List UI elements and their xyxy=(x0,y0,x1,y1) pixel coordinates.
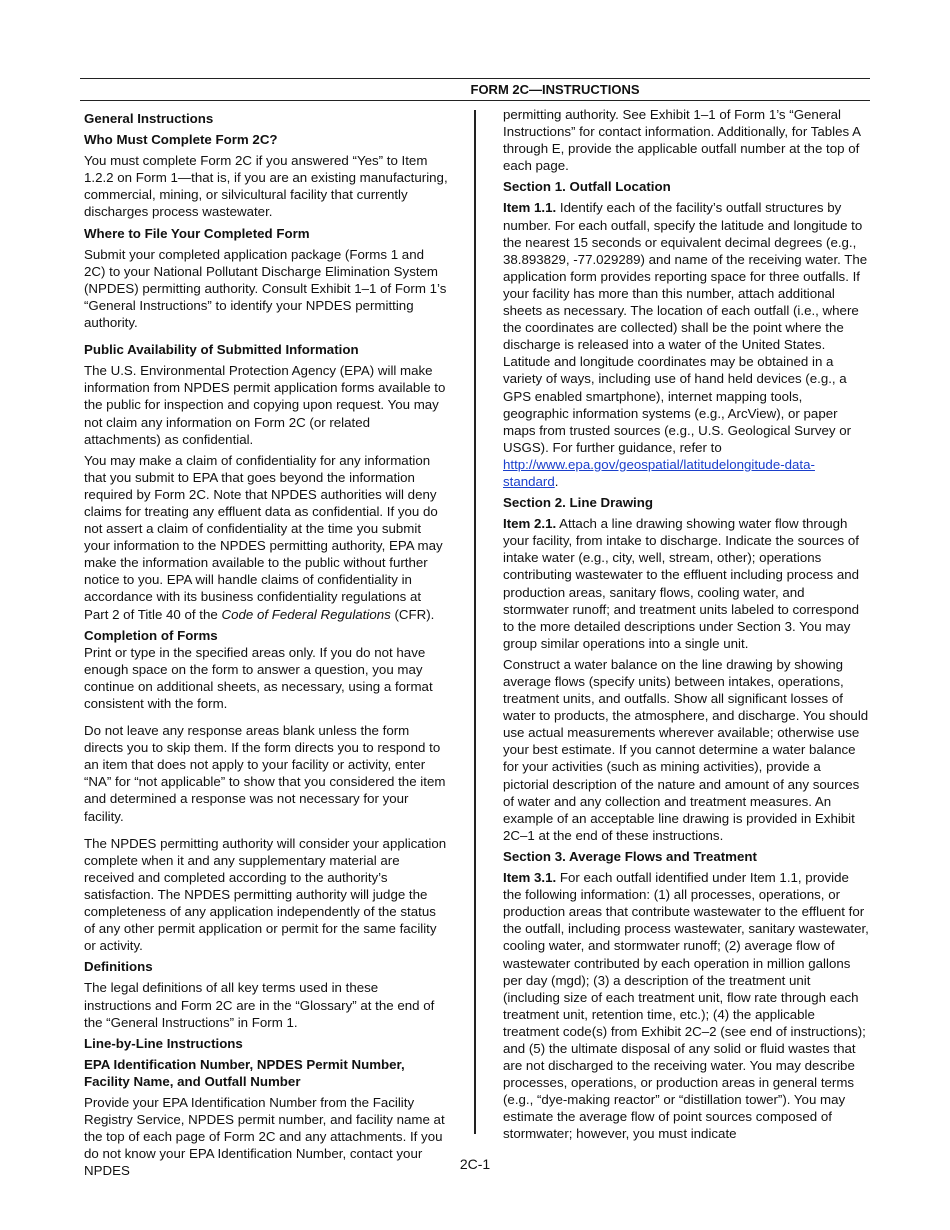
left-column xyxy=(84,110,448,1183)
cfr-title: Code of Federal Regulations xyxy=(221,606,391,622)
definitions-heading: Definitions xyxy=(84,959,153,975)
item-3-1-label: Item 3.1. xyxy=(503,870,557,886)
water-balance-text: Construct a water balance on the line drawing by showing average flows (specify units) between intakes, operations, treatment units, and outfalls. Show all significant losses of water to products, the atmosphere, and discharge. You should use actual measurements wherever available; otherwise use your best estimate. If you cannot determine a water balance for your activities (such as mining activities), provide a pictorial description of the nature and amount of any sources of water and any collection and treatment measures. An example of an acceptable line drawing is provided in Exhibit 2C–1 at the end of these instructions. xyxy=(503,656,869,843)
who-must-heading: Who Must Complete Form 2C? xyxy=(84,132,278,148)
item-3-1-text: Item 3.1. For each outfall identified under Item 1.1, provide the following information: (1) all processes, operations, or production areas that contribute wastewater to the effluent for the outfall, including process wastewater, sanitary wastewater, cooling water, and stormwater runoff; (2) average flow of wastewater contributed by each operation in million gallons per day (mgd); (3) a description of the treatment unit (including size of each treatment unit, flow rate through each treatment unit, retention time, etc.); (4) the applicable treatment code(s) from Exhibit 2C–2 (see end of instructions); and (5) the ultimate disposal of any solid or fluid wastes that are not discharged to the receiving water. You may describe processes, operations, or production areas in general terms (e.g., “dye-making reactor” or “distillation tower”). You may estimate the average flow of point sources composed of stormwater; however, you must indicate xyxy=(503,870,869,1142)
item-2-1-label: Item 2.1. xyxy=(503,516,557,532)
header-bottom-rule xyxy=(80,100,870,101)
completion-text: Print or type in the specified areas only. If you do not have enough space on the form to answer a question, you may continue on additional sheets, as necessary, using a format consistent with the form. xyxy=(84,644,433,711)
section-1-heading: Section 1. Outfall Location xyxy=(503,179,671,195)
column-divider xyxy=(474,110,476,1134)
confidentiality-claim-text: You may make a claim of confidentiality for any information that you submit to EPA that goes beyond the information required by Form 2C. Note that NPDES authorities will deny claims for treating any effluent data as confidential. If you do not assert a claim of confidentiality at the time you submit your information to the NPDES permitting authority, EPA may make the information available to the public without further notice to you. EPA will handle claims of confidentiality in accordance with its business confidentiality regulations at Part 2 of Title 40 of the Code of Federal Regulations (CFR). xyxy=(84,452,443,622)
item-1-1-text: Item 1.1. Identify each of the facility’s outfall structures by number. For each outfall, specify the latitude and longitude to the nearest 15 seconds or equivalent decimal degrees (e.g., 38.893829, -77.029289) and name of the receiving water. The application form provides reporting space for three outfalls. If your facility has more than this number, attach additional sheets as necessary. The location of each outfall (i.e., where the coordinates are collected) shall be the point where the discharge is released into a water of the United States. Latitude and longitude coordinates may be obtained in a variety of ways, including use of hand held devices (e.g., a GPS enabled smartphone), internet mapping tools, geographic information systems (e.g., ArcView), or paper maps from trusted sources (e.g., U.S. Geological Survey or USGS). For further guidance, refer to http://www.epa.gov/geospatial/latitudelongitude-data-standard. xyxy=(503,200,868,489)
who-must-text: You must complete Form 2C if you answered “Yes” to Item 1.2.2 on Form 1—that is, if you are an existing manufacturing, commercial, mining, or silvicultural facility that currently discharges process wastewater. xyxy=(84,153,448,220)
section-2-heading: Section 2. Line Drawing xyxy=(503,495,653,511)
completion-heading: Completion of Forms xyxy=(84,627,218,643)
item-1-1-label: Item 1.1. xyxy=(503,200,557,216)
page-number: 2C-1 xyxy=(459,1156,491,1172)
blank-areas-text: Do not leave any response areas blank unless the form directs you to skip them. If the form directs you to respond to an item that does not apply to your facility or activity, enter “NA” for “not applicable” to show that you considered the item and determined a response was not necessary for your facility. xyxy=(84,723,446,824)
epa-id-text: Provide your EPA Identification Number from the Facility Registry Service, NPDES permit number, and facility name at the top of each page of Form 2C and any attachments. If you do not know your EPA Identification Number, contact your NPDES xyxy=(84,1094,445,1179)
definitions-text: The legal definitions of all key terms used in these instructions and Form 2C are in the “Glossary” at the end of the “General Instructions” in Form 1. xyxy=(84,980,435,1030)
geospatial-standard-link[interactable]: http://www.epa.gov/geospatial/latitudelongitude-data-standard xyxy=(503,456,815,489)
general-instructions-heading: General Instructions xyxy=(84,111,214,126)
where-to-file-text: Submit your completed application package (Forms 1 and 2C) to your National Pollutant Discharge Elimination System (NPDES) permitting authority. Consult Exhibit 1–1 of Form 1’s “General Instructions” to identify your NPDES permitting authority. xyxy=(84,246,447,331)
where-to-file-heading: Where to File Your Completed Form xyxy=(84,225,310,241)
public-availability-heading: Public Availability of Submitted Information xyxy=(84,342,359,358)
continued-text: permitting authority. See Exhibit 1–1 of Form 1’s “General Instructions” for contact information. Additionally, for Tables A through E, provide the applicable outfall number at the top of each page. xyxy=(503,107,861,174)
public-availability-text: The U.S. Environmental Protection Agency (EPA) will make information from NPDES permit application forms available to the public for inspection and copying upon request. You may not claim any information on Form 2C (or related attachments) as confidential. xyxy=(84,363,446,447)
page-title: FORM 2C—INSTRUCTIONS xyxy=(470,82,640,97)
right-column xyxy=(503,106,869,1147)
header-top-rule xyxy=(80,78,870,79)
item-2-1-text: Item 2.1. Attach a line drawing showing water flow through your facility, from intake to discharge. Indicate the sources of intake water (e.g., city, well, stream, other); operations contributing wastewater to the effluent including process and production areas, sanitary flows, cooling water, and stormwater runoff; and treatment units labeled to correspond to the more detailed descriptions under Section 3. You may group similar operations into a single unit. xyxy=(503,516,860,651)
application-complete-text: The NPDES permitting authority will consider your application complete when it and any supplementary material are received and completed according to the authority’s satisfaction. The NPDES permitting authority will judge the completeness of any application independently of the status of any other permit application or permit for the same facility or activity. xyxy=(84,835,447,954)
epa-id-heading: EPA Identification Number, NPDES Permit Number, Facility Name, and Outfall Number xyxy=(84,1056,405,1089)
line-by-line-heading: Line-by-Line Instructions xyxy=(84,1035,243,1051)
section-3-heading: Section 3. Average Flows and Treatment xyxy=(503,848,757,864)
